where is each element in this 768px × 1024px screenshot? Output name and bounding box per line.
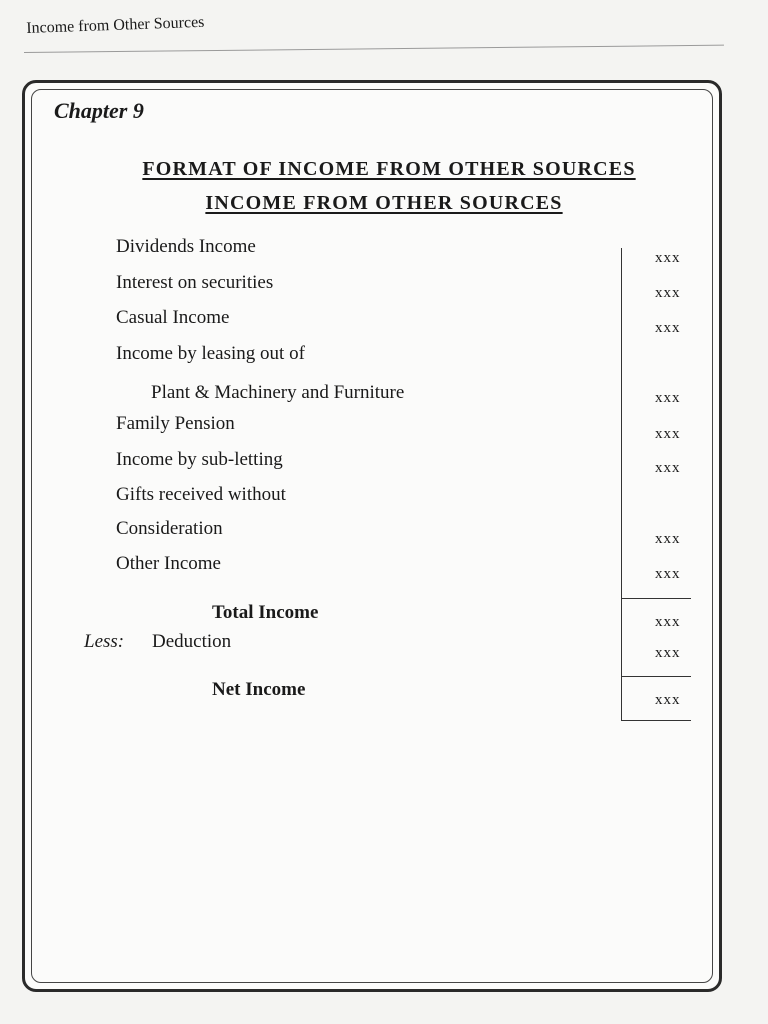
net-income-label: Net Income — [212, 679, 306, 700]
net-income-amount: xxx — [655, 692, 681, 708]
item-amount: xxx — [655, 426, 681, 442]
item-amount: xxx — [655, 250, 681, 266]
item-amount: xxx — [655, 531, 681, 547]
net-rule — [621, 676, 691, 677]
item-amount: xxx — [655, 320, 681, 336]
item-label: Interest on securities — [116, 272, 274, 293]
item-label: Plant & Machinery and Furniture — [151, 382, 405, 403]
item-amount: xxx — [655, 460, 681, 476]
item-label: Casual Income — [116, 307, 230, 328]
item-amount: xxx — [655, 566, 681, 582]
item-label: Other Income — [116, 553, 221, 574]
amount-column-rule — [621, 248, 622, 720]
item-amount: xxx — [655, 390, 681, 406]
format-title: FORMAT OF INCOME FROM OTHER SOURCES — [142, 158, 636, 180]
deduction-label: Deduction — [152, 631, 232, 652]
total-income-amount: xxx — [655, 614, 681, 630]
total-income-label: Total Income — [212, 602, 319, 623]
item-label: Income by leasing out of — [116, 343, 305, 364]
item-amount: xxx — [655, 285, 681, 301]
final-rule — [621, 720, 691, 721]
item-label: Family Pension — [116, 413, 235, 434]
header-rule — [24, 45, 724, 53]
subtotal-rule — [621, 598, 691, 599]
item-label: Dividends Income — [116, 236, 256, 257]
section-title: INCOME FROM OTHER SOURCES — [205, 192, 563, 214]
item-label: Gifts received without — [116, 484, 286, 505]
less-prefix: Less: — [84, 631, 125, 652]
item-label: Consideration — [116, 518, 223, 539]
item-label: Income by sub-letting — [116, 449, 283, 470]
deduction-amount: xxx — [655, 645, 681, 661]
chapter-heading: Chapter 9 — [54, 98, 144, 123]
running-head: Income from Other Sources — [26, 13, 205, 37]
